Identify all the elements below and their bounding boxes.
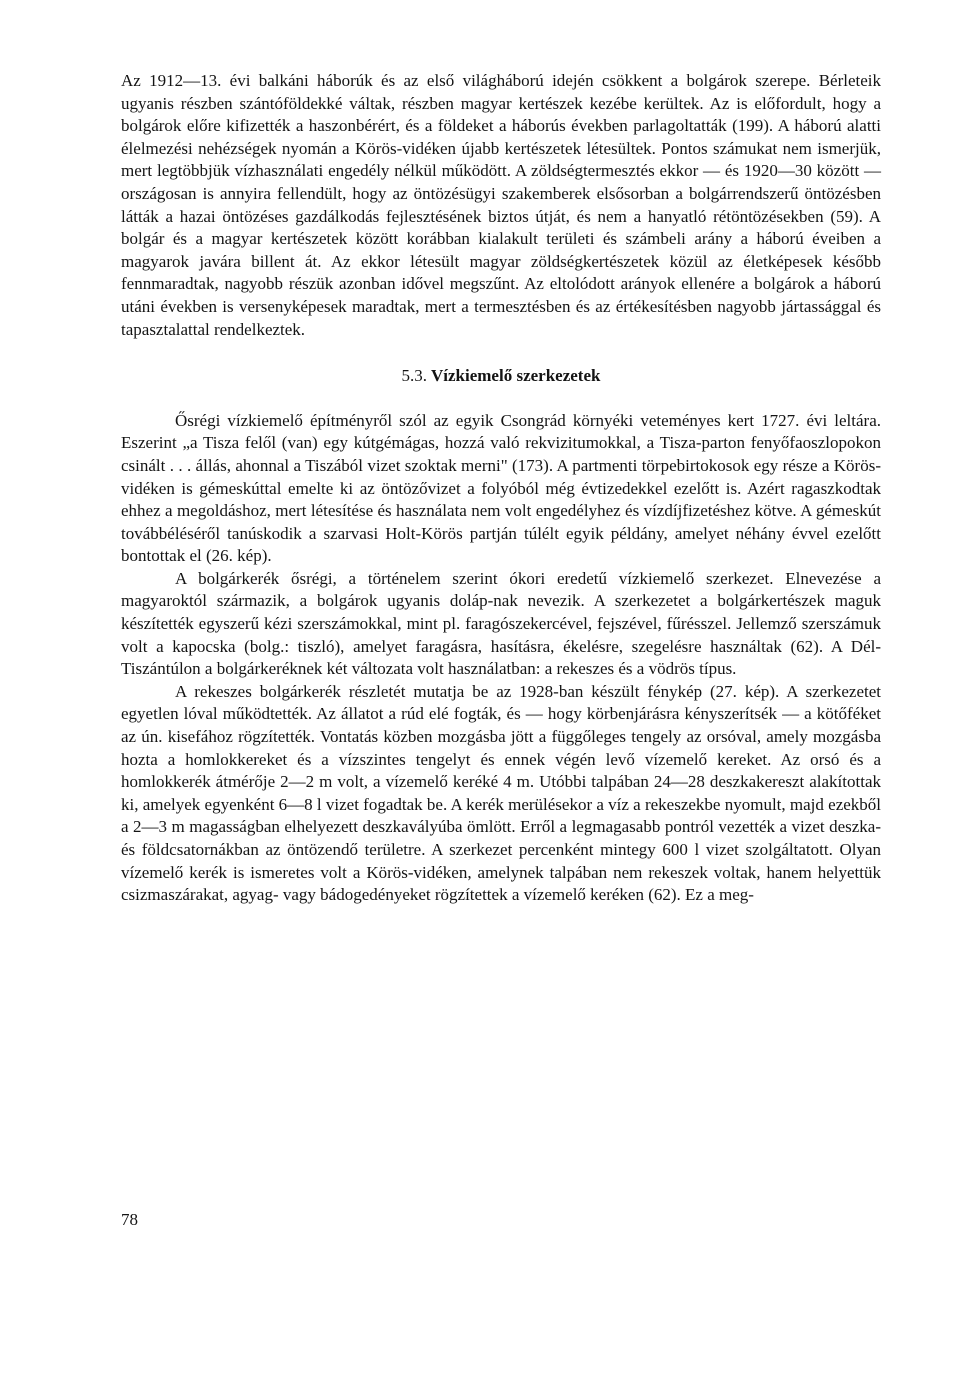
section-title: Vízkiemelő szerkezetek xyxy=(431,366,601,386)
section-number: 5.3. xyxy=(401,366,428,386)
page-number: 78 xyxy=(121,1210,138,1229)
paragraph-rekeszes: A rekeszes bolgárkerék részletét mutatja be az 1928-ban készült fénykép (27. kép). A szerkezetet egyetlen lóval működtették. Az állatot a rúd elé fogták, és — hogy körbenjárásra kényszerítsék — a kötőféket az ún. kisefához rögzítették. Vontatás közben mozgásba jött a függőleges tengely az orsóval, amely mozgásba hozta a homlokkereket és a vízszintes tengelyt és ennek végén levő vízemelő kereket. Az orsó és a homlokkerék átmérője 2—2 m volt, a vízemelő keréké 4 m. Utóbbi talpában 24—28 deszkakereszt alakítottak ki, amelyek egyenként 6—8 l vizet fogadtak be. A kerék merülésekor a víz a rekeszekbe nyomult, majd ezekből a 2—3 m magasságban elhelyezett deszkavályúba ömlött. Erről a legmagasabb pontról vezették a vizet deszka- és földcsatornákban az öntözendő területre. A szerkezet percenként mintegy 600 l vizet szolgáltatott. Olyan vízemelő kerék is ismeretes volt a Körös-vidéken, amelynek talpában nem rekeszek voltak, hanem helyettük csizmaszárakat, agyag- vagy bádogedényeket rögzítettek a vízemelő keréken (62). Ez a meg- xyxy=(121,681,882,905)
paragraph-intro: Az 1912—13. évi balkáni háborúk és az első világháború idején csökkent a bolgárok szerepe. Bérleteik ugyanis részben szántóföldekké váltak, részben magyar kertészek kezébe kerültek. Az is előfordult, hogy a bolgárok előre kifizették a haszonbérért, és a földeket a háborús években parlagoltatták (199). A háború alatti élelmezési nehézségek nyomán a Körös-vidéken újabb kertészetek létesültek. Pontos számukat nem ismerjük, mert legtöbbjük vízhasználati engedély nélkül működött. A zöldségtermesztés ekkor — és 1920—30 között — országosan is annyira fellendült, hogy az öntözésügyi szakemberek elsősorban a bolgárrendszerű öntözésben látták a hazai öntözéses gazdálkodás fejlesztésének biztos útját, és nem a hanyatló rétöntözésekben (59). A bolgár és a magyar kertészetek között korábban kialakult területi és számbeli arány a háború éveiben a magyarok javára billent át. Az ekkor létesült magyar zöldségkertészetek közül az életképesek később fennmaradtak, nagyobb részük azonban idővel megszűnt. Az eltolódott arányok ellenére a bolgárok a háború utáni években is versenyképesek maradtak, mert a termesztésben és az értékesítésben nagyobb jártassággal és tapasztalattal rendelkeztek. xyxy=(121,71,881,339)
paragraph-gemeskut: Ősrégi vízkiemelő építményről szól az egyik Csongrád környéki veteményes kert 1727. évi leltára. Eszerint „a Tisza felől (van) egy kútgémágas, hozzá való rekvizitumokkal, a Tisza-parton fenyőfaoszlopokon csinált . . . állás, ahonnal a Tiszából vizet szoktak merni" (173). A partmenti törpebirtokosok egy része a Körös-vidéken is gémeskúttal emelte ki az öntözővizet a folyóból még évtizedekkel ezelőtt is. Azért ragaszkodtak ehhez a megoldáshoz, mert létesítése és használata nem volt engedélyhez és vízdíjfizetéshez kötve. A gémeskút továbbéléséről tanúskodik a szarvasi Holt-Körös partján túlélt egyik példány, amelyet néhány évvel ezelőtt bontottak el (26. kép). xyxy=(121,410,881,566)
document-page xyxy=(121,70,881,907)
paragraph-bolgarkerek: A bolgárkerék ősrégi, a történelem szerint ókori eredetű vízkiemelő szerkezet. Elnevezése a magyaroktól származik, a bolgárok ugyanis doláp-nak nevezik. A szerkezetet a bolgárkertészek maguk készítették egyszerű kézi szerszámokkal, mint pl. faragószekercével, fejszével, fűrésszel. Jellemző szerszámuk volt a kapocska (bolg.: tiszló), amelyet faragásra, hasításra, ékelésre, szegelésre használtak (62). A Dél-Tiszántúlon a bolgárkeréknek két változata volt használatban: a rekeszes és a vödrös típus. xyxy=(121,568,881,679)
section-heading xyxy=(121,365,881,388)
